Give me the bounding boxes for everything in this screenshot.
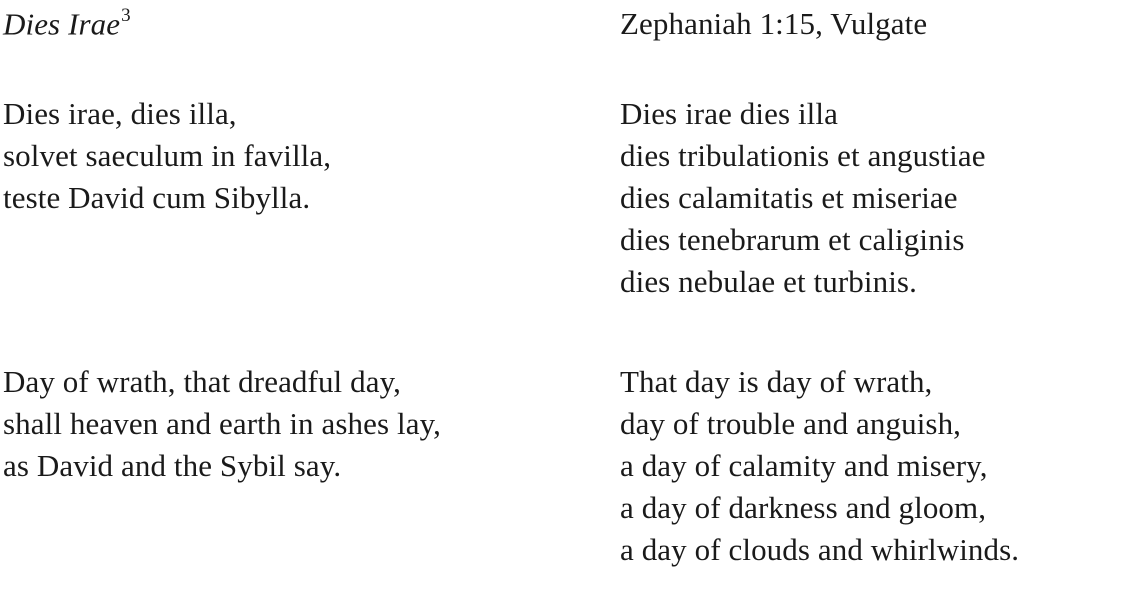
- left-english-line-2: shall heaven and earth in ashes lay,: [3, 406, 442, 441]
- right-latin-line-4: dies tenebrarum et caliginis: [620, 222, 965, 257]
- footnote-mark: 3: [121, 5, 131, 26]
- left-latin-line-3: teste David cum Sibylla.: [3, 180, 311, 215]
- right-latin-line-3: dies calamitatis et miseriae: [620, 180, 958, 215]
- right-english-line-2: day of trouble and anguish,: [620, 406, 962, 441]
- right-english-line-4: a day of darkness and gloom,: [620, 490, 987, 525]
- right-latin-line-1: Dies irae dies illa: [620, 96, 838, 131]
- left-english-line-3: as David and the Sybil say.: [3, 448, 342, 483]
- right-latin-line-5: dies nebulae et turbinis.: [620, 264, 917, 299]
- right-title: Zephaniah 1:15, Vulgate: [620, 6, 928, 41]
- right-english-line-5: a day of clouds and whirlwinds.: [620, 532, 1020, 567]
- right-english-line-3: a day of calamity and misery,: [620, 448, 988, 483]
- right-latin-line-2: dies tribulationis et angustiae: [620, 138, 986, 173]
- left-latin-line-2: solvet saeculum in favilla,: [3, 138, 332, 173]
- left-title-text: Dies Irae: [3, 6, 121, 42]
- left-english-line-1: Day of wrath, that dreadful day,: [3, 364, 402, 399]
- right-english-line-1: That day is day of wrath,: [620, 364, 933, 399]
- left-title: [3, 5, 131, 42]
- left-latin-line-1: Dies irae, dies illa,: [3, 96, 237, 131]
